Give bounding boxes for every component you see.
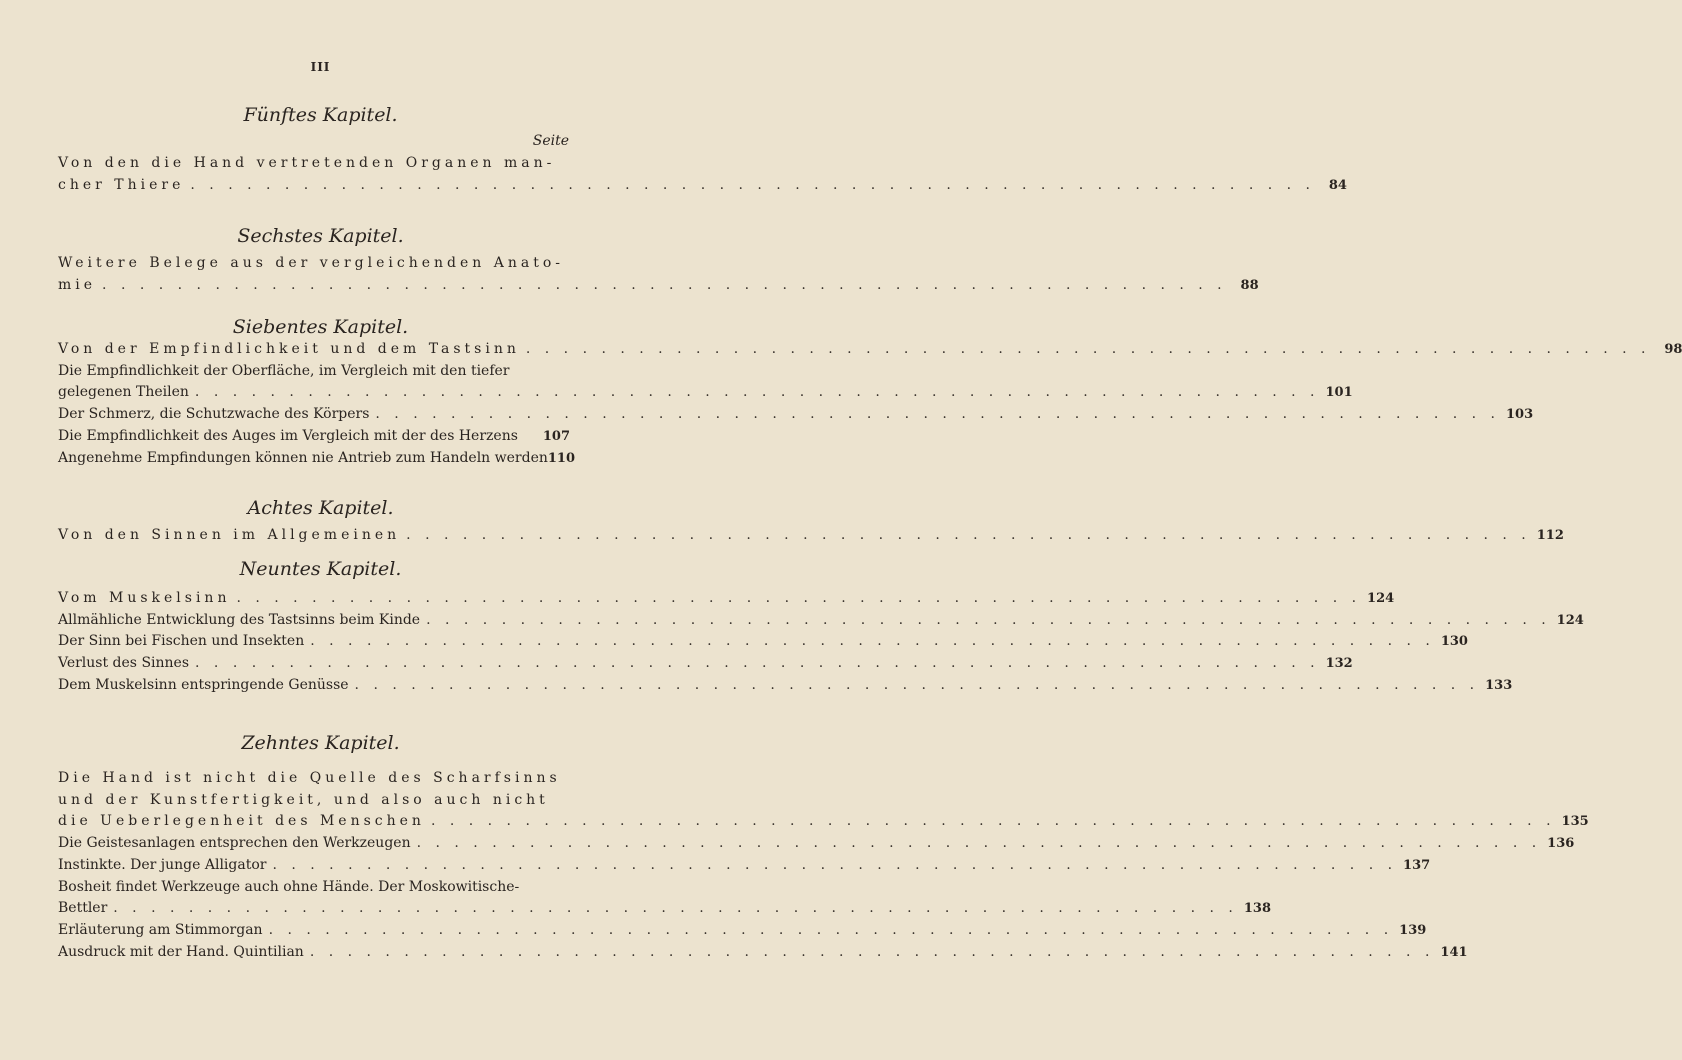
page-number: 132 <box>1325 656 1353 672</box>
page-number: 136 <box>1547 836 1575 852</box>
toc-entry-text: mie <box>58 276 97 293</box>
toc-entry-text: Dem Muskelsinn entspringende Genüsse <box>58 676 349 693</box>
toc-entry <box>58 633 1468 655</box>
toc-entry-text: Erläuterung am Stimmorgan <box>58 921 263 938</box>
page-folio: III <box>310 60 331 74</box>
page-number: 110 <box>547 450 576 466</box>
dot-leader: . . . . . . . . . . . . . . . . . . . . . . . . . . . . . . . . . . . . . . . . . . . . . . . . . . . . . . . . . . . . <box>406 527 1531 543</box>
toc-entry <box>58 856 1431 879</box>
page-number: 139 <box>1399 922 1427 938</box>
toc-entry <box>58 900 1271 922</box>
page-column-header: Seite <box>532 133 569 149</box>
page-number: 124 <box>1367 591 1395 606</box>
toc-entry <box>58 341 1682 363</box>
dot-leader: . . . . . . . . . . . . . . . . . . . . . . . . . . . . . . . . . . . . . . . . . . . . . . . . . . . . . . . . . . . . <box>525 341 1651 357</box>
page-number: 84 <box>1328 177 1347 193</box>
dot-leader: . . . . . . . . . . . . . . . . . . . . . . . . . . . . . . . . . . . . . . . . . . . . . . . . . . . . . . . . . . . . <box>268 921 1394 938</box>
toc-entry <box>58 792 570 814</box>
chapter-heading: Sechstes Kapitel. <box>237 225 404 247</box>
toc-entry <box>58 176 1347 199</box>
toc-entry <box>58 428 570 450</box>
toc-entry <box>58 770 570 792</box>
toc-entry-text: Bosheit findet Werkzeuge auch ohne Hände. Der Moskowitische- <box>58 878 520 895</box>
page-number: 101 <box>1325 385 1353 401</box>
page-number: 138 <box>1243 901 1271 917</box>
toc-entry-text: gelegenen Theilen <box>58 384 189 401</box>
toc-entry <box>58 276 1259 299</box>
toc-entry-text: Die Empfindlichkeit des Auges im Vergleich mit der des Herzens <box>58 427 518 444</box>
dot-leader: . . . . . . . . . . . . . . . . . . . . . . . . . . . . . . . . . . . . . . . . . . . . . . . . . . . . . . . . . . . . <box>195 655 1320 672</box>
toc-entry <box>58 879 570 901</box>
dot-leader: . . . . . . . . . . . . . . . . . . . . . . . . . . . . . . . . . . . . . . . . . . . . . . . . . . . . . . . . . . . . <box>375 406 1500 423</box>
toc-entry-text: Verlust des Sinnes <box>58 655 190 672</box>
toc-entry <box>58 676 1513 699</box>
chapter-heading: Zehntes Kapitel. <box>241 732 400 754</box>
dot-leader: . . . . . . . . . . . . . . . . . . . . . . . . . . . . . . . . . . . . . . . . . . . . . . . . . . . . . . . . . . . . <box>309 943 1435 960</box>
toc-entry <box>58 813 1589 835</box>
toc-entry-text: Angenehme Empfindungen können nie Antrieb zum Handeln werden <box>58 449 548 466</box>
page-number: 112 <box>1536 528 1564 543</box>
chapter-heading: Neuntes Kapitel. <box>239 558 402 580</box>
toc-entry <box>58 449 576 472</box>
toc-entry-text: Die Hand ist nicht die Quelle des Scharfsinns <box>58 770 561 786</box>
toc-entry-text: Weitere Belege aus der vergleichenden Anato- <box>58 255 564 271</box>
toc-entry-text: und der Kunstfertigkeit, und also auch nicht <box>58 791 549 808</box>
toc-entry-text: Von der Empfindlichkeit und dem Tastsinn <box>58 341 520 357</box>
dot-leader: . . . . . . . . . . . . . . . . . . . . . . . . . . . . . . . . . . . . . . . . . . . . . . . . . . . . . . . . . . . . <box>190 176 1315 193</box>
page-number: 103 <box>1505 407 1534 423</box>
toc-entry <box>58 921 1427 944</box>
dot-leader: . . . . . . . . . . . . . . . . . . . . . . . . . . . . . . . . . . . . . . . . . . . . . . . . . . . . . . . . . . . . <box>310 633 1435 650</box>
page-number: 88 <box>1240 277 1259 293</box>
page-number: 130 <box>1440 634 1468 650</box>
toc-entry-text: Der Sinn bei Fischen und Insekten <box>58 633 305 650</box>
chapter-heading: Achtes Kapitel. <box>247 497 394 519</box>
dot-leader: . . . . . . . . . . . . . . . . . . . . . . . . . . . . . . . . . . . . . . . . . . . . . . . . . . . . . . . . . . . . <box>426 611 1551 628</box>
toc-entry <box>58 590 1395 612</box>
toc-entry <box>58 363 570 385</box>
toc-entry-text: cher Thiere <box>58 176 185 193</box>
toc-entry <box>58 655 1353 677</box>
toc-entry <box>58 255 570 277</box>
dot-leader: . . . . . . . . . . . . . . . . . . . . . . . . . . . . . . . . . . . . . . . . . . . . . . . . . . . . . . . . . . . . <box>430 813 1556 830</box>
toc-entry-text: Vom Muskelsinn <box>58 590 231 606</box>
page-number: 98 <box>1664 342 1682 357</box>
toc-entry-text: Ausdruck mit der Hand. Quintilian <box>58 943 304 960</box>
toc-entry <box>58 155 570 177</box>
dot-leader: . . . . . . . . . . . . . . . . . . . . . . . . . . . . . . . . . . . . . . . . . . . . . . . . . . . . . . . . . . . . <box>236 590 1362 606</box>
toc-entry <box>58 835 1575 857</box>
page-number: 107 <box>542 428 570 444</box>
page-number: 137 <box>1403 857 1431 873</box>
toc-entry <box>58 527 1564 549</box>
page-number: 135 <box>1561 814 1589 830</box>
page-number: 133 <box>1485 677 1513 693</box>
page-number: 141 <box>1440 944 1468 960</box>
toc-entry <box>58 406 1534 428</box>
dot-leader: . . . . . . . . . . . . . . . . . . . . . . . . . . . . . . . . . . . . . . . . . . . . . . . . . . . . . . . . . . . . <box>416 835 1542 852</box>
toc-entry-text: Die Empfindlichkeit der Oberfläche, im Vergleich mit den tiefer <box>58 362 510 379</box>
toc-entry-text: Die Geistesanlagen entsprechen den Werkzeugen <box>58 835 411 852</box>
dot-leader: . . . . . . . . . . . . . . . . . . . . . . . . . . . . . . . . . . . . . . . . . . . . . . . . . . . . . . . . . . . . <box>272 856 1398 873</box>
dot-leader: . . . . . . . . . . . . . . . . . . . . . . . . . . . . . . . . . . . . . . . . . . . . . . . . . . . . . . . . . . . . <box>102 276 1227 293</box>
toc-entry-text: Von den die Hand vertretenden Organen man- <box>58 155 556 171</box>
dot-leader: . . . . . . . . . . . . . . . . . . . . . . . . . . . . . . . . . . . . . . . . . . . . . . . . . . . . . . . . . . . . <box>113 900 1238 917</box>
toc-entry <box>58 611 1584 634</box>
toc-entry-text: Allmähliche Entwicklung des Tastsinns beim Kinde <box>58 611 421 628</box>
dot-leader: . . . . . . . . . . . . . . . . . . . . . . . . . . . . . . . . . . . . . . . . . . . . . . . . . . . . . . . . . . . . <box>194 384 1320 401</box>
toc-entry <box>58 943 1468 966</box>
dot-leader: . . . . . . . . . . . . . . . . . . . . . . . . . . . . . . . . . . . . . . . . . . . . . . . . . . . . . . . . . . . . <box>354 676 1480 693</box>
toc-entry-text: die Ueberlegenheit des Menschen <box>58 813 425 830</box>
toc-entry-text: Bettler <box>58 900 108 917</box>
chapter-heading: Fünftes Kapitel. <box>243 104 398 126</box>
toc-entry-text: Der Schmerz, die Schutzwache des Körpers <box>58 406 370 423</box>
toc-entry-text: Instinkte. Der junge Alligator <box>58 856 267 873</box>
page-number: 124 <box>1556 612 1584 628</box>
toc-entry <box>58 384 1353 406</box>
toc-entry-text: Von den Sinnen im Allgemeinen <box>58 527 401 543</box>
chapter-heading: Siebentes Kapitel. <box>232 316 409 338</box>
